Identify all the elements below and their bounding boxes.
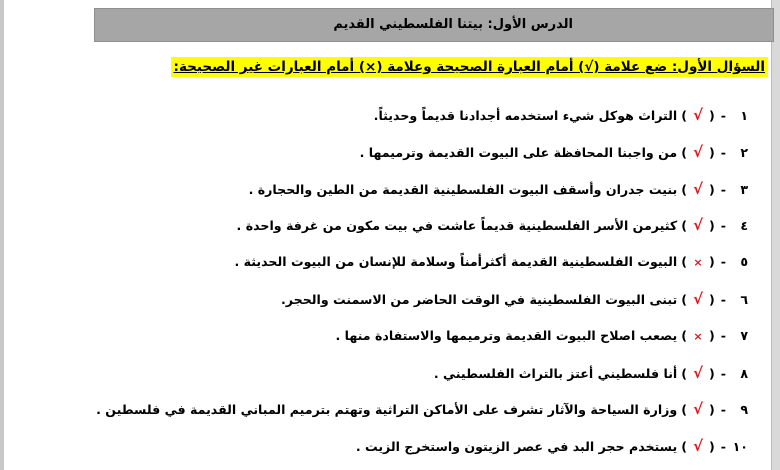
paren-close: ) (681, 365, 687, 381)
list-item (98, 141, 748, 178)
list-item (98, 288, 748, 325)
paren-close: ) (681, 291, 687, 307)
item-statement: يصعب اصلاح البيوت القديمة وترميمها والاستفادة منها . (335, 327, 678, 343)
item-statement: كثيرمن الأسر الفلسطينية قديماً عاشت في بيت مكون من غرفة واحدة . (236, 218, 678, 234)
list-item (98, 214, 748, 251)
item-number: ٤ (740, 218, 748, 234)
item-number: ١ (740, 108, 748, 123)
item-dash: - (720, 365, 726, 381)
list-item (98, 325, 748, 362)
paren-open: ( (709, 254, 715, 270)
item-statement: التراث هوكل شيء استخدمه أجدادنا قديماً وحديثاً. (373, 108, 678, 123)
check-mark: √ (692, 216, 703, 235)
item-dash: - (720, 181, 726, 197)
item-dash: - (720, 218, 726, 234)
paren-open: ( (709, 327, 715, 343)
list-item (98, 398, 748, 435)
item-dash: - (720, 327, 726, 343)
item-number: ٩ (740, 402, 748, 418)
check-mark: √ (692, 142, 703, 161)
list-item (98, 435, 748, 470)
check-mark: √ (692, 437, 703, 456)
item-dash: - (720, 144, 726, 160)
lesson-title-bar (94, 8, 774, 42)
lesson-title: الدرس الأول: بيتنا الفلسطيني القديم (333, 17, 573, 32)
paren-close: ) (681, 144, 687, 160)
item-statement: يستخدم حجر البد في عصر الزيتون واستخرج الزيت . (355, 439, 678, 455)
item-dash: - (720, 254, 726, 270)
paren-open: ( (709, 439, 715, 455)
check-mark: √ (692, 363, 703, 382)
item-number: ٥ (740, 254, 748, 270)
item-dash: - (720, 439, 726, 455)
item-statement: بنيت جدران وأسقف البيوت الفلسطينية القديمة من الطين والحجارة . (248, 181, 678, 197)
check-mark: √ (692, 400, 703, 419)
list-item (98, 178, 748, 215)
paren-open: ( (709, 144, 715, 160)
item-number: ٣ (740, 181, 748, 197)
paren-close: ) (681, 327, 687, 343)
paren-close: ) (681, 181, 687, 197)
question-heading: السؤال الأول: ضع علامة (√) أمام العبارة الصحيحة وعلامة (×) أمام العبارات غير الصحيحة: (171, 57, 768, 77)
item-statement: وزارة السياحة والآثار تشرف على الأماكن التراثية وتهتم بترميم المباني القديمة في فلسطين . (96, 402, 678, 418)
list-item (98, 362, 748, 399)
check-mark: √ (692, 179, 703, 198)
paren-close: ) (681, 254, 687, 270)
item-number: ٨ (740, 365, 748, 381)
item-number: ٧ (740, 327, 748, 343)
paren-open: ( (709, 365, 715, 381)
statement-list (98, 104, 748, 470)
paren-open: ( (709, 181, 715, 197)
paren-open: ( (709, 402, 715, 418)
paren-close: ) (681, 108, 687, 123)
item-number: ٢ (740, 144, 748, 160)
item-statement: من واجبنا المحافظة على البيوت القديمة وترميمها . (359, 144, 678, 160)
item-number: ١٠ (732, 439, 748, 455)
paren-close: ) (681, 402, 687, 418)
paren-open: ( (709, 218, 715, 234)
list-item (98, 251, 748, 288)
check-mark: √ (692, 106, 703, 124)
paren-open: ( (709, 291, 715, 307)
item-statement: البيوت الفلسطينية القديمة أكثرأمناً وسلامة للإنسان من البيوت الحديثة . (234, 254, 678, 270)
item-dash: - (720, 402, 726, 418)
page-left-edge (0, 0, 4, 470)
item-dash: - (720, 108, 726, 123)
paren-close: ) (681, 439, 687, 455)
list-item (98, 104, 748, 141)
paren-open: ( (709, 108, 715, 123)
cross-mark: × (693, 256, 703, 270)
item-statement: أنا فلسطيني أعتز بالتراث الفلسطيني . (433, 365, 678, 381)
page-right-edge (771, 0, 780, 470)
check-mark: √ (692, 289, 703, 308)
item-dash: - (720, 291, 726, 307)
item-number: ٦ (740, 291, 748, 307)
cross-mark: × (693, 329, 703, 343)
paren-close: ) (681, 218, 687, 234)
item-statement: تبنى البيوت الفلسطينية في الوقت الحاضر من الاسمنت والحجر. (281, 291, 678, 307)
